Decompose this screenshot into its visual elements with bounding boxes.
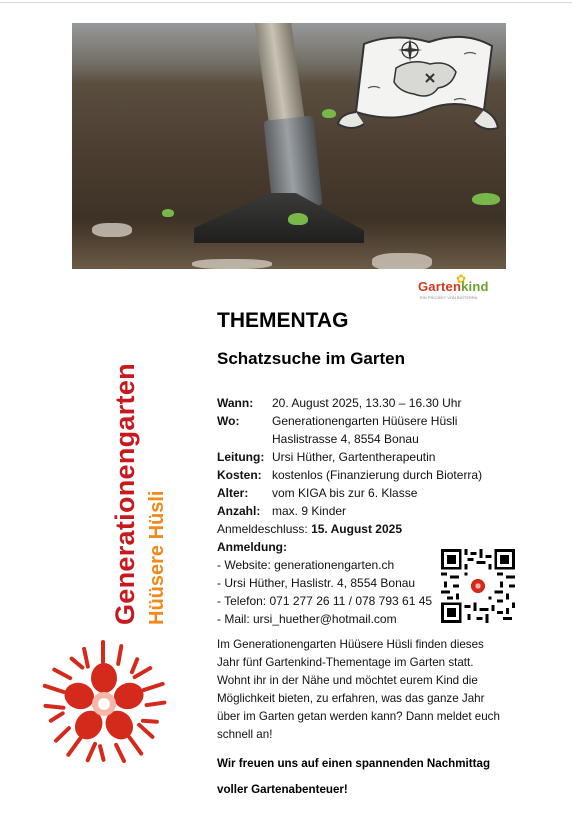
brand-tagline: EIN PROJEKT VON BIOTERRA: [420, 295, 478, 300]
brand-name: Gartenkind: [418, 279, 489, 294]
closing-text: [217, 751, 490, 803]
description-paragraph: Im Generationengarten Hüüsere Hüsli finden dieses Jahr fünf Gartenkind-Thementage im Garten statt. Wohnt ihr in der Nähe und möchtet eurem Kind die Möglichkeit bieten, zu erfahren, was das ganze Jahr über im Garten getan werden kann? Dann meldet euch schnell an!: [217, 638, 500, 741]
registration-title: Anmeldung:: [217, 540, 287, 554]
deadline: [217, 520, 517, 538]
page-subtitle: Schatzsuche im Garten: [217, 349, 406, 368]
detail-value: max. 9 Kinder: [272, 504, 347, 518]
detail-label: Kosten:: [217, 468, 262, 482]
detail-row: [217, 394, 517, 412]
detail-row: [217, 484, 517, 502]
detail-value: vom KIGA bis zur 6. Klasse: [272, 486, 418, 500]
deadline-label: Anmeldeschluss:: [217, 522, 308, 536]
detail-row: [217, 502, 517, 520]
detail-value: Ursi Hüther, Gartentherapeutin: [272, 450, 436, 464]
detail-row: [217, 466, 517, 484]
detail-label: Alter:: [217, 486, 249, 500]
registration-address: - Ursi Hüther, Haslistr. 4, 8554 Bonau: [217, 576, 416, 590]
registration-phone: - Telefon: 071 277 26 11 / 078 793 61 45: [217, 594, 433, 608]
treasure-map-icon: [334, 24, 502, 136]
detail-value: Haslistrasse 4, 8554 Bonau: [272, 432, 419, 446]
deadline-value: 15. August 2025: [311, 522, 402, 536]
detail-row: [217, 412, 517, 430]
detail-row: [217, 448, 517, 466]
side-title-main: Generationengarten: [110, 363, 140, 625]
detail-label: Leitung:: [217, 450, 265, 464]
detail-label: Anzahl:: [217, 504, 261, 518]
detail-value: Generationengarten Hüüsere Hüsli: [272, 414, 458, 428]
registration-website[interactable]: - Website: generationengarten.ch: [217, 558, 395, 572]
detail-value: 20. August 2025, 13.30 – 16.30 Uhr: [272, 396, 462, 410]
top-border: [0, 2, 572, 3]
qr-code[interactable]: [441, 549, 515, 623]
registration-email[interactable]: - Mail: ursi_huether@hotmail.com: [217, 612, 397, 626]
side-title-sub: Hüüsere Hüsli: [146, 490, 168, 625]
detail-label: Wo:: [217, 414, 240, 428]
closing-line-1: Wir freuen uns auf einen spannenden Nachmittag: [217, 757, 491, 770]
closing-line-2: voller Gartenabenteuer!: [217, 783, 348, 796]
flower-icon: ✿: [456, 272, 467, 286]
page-title: THEMENTAG: [217, 309, 349, 332]
handprints-logo: [38, 640, 170, 768]
side-title: [110, 295, 186, 625]
gartenkind-logo: [416, 272, 508, 304]
detail-value: kostenlos (Finanzierung durch Bioterra): [272, 468, 483, 482]
detail-label: Wann:: [217, 396, 254, 410]
detail-row: [217, 430, 517, 448]
